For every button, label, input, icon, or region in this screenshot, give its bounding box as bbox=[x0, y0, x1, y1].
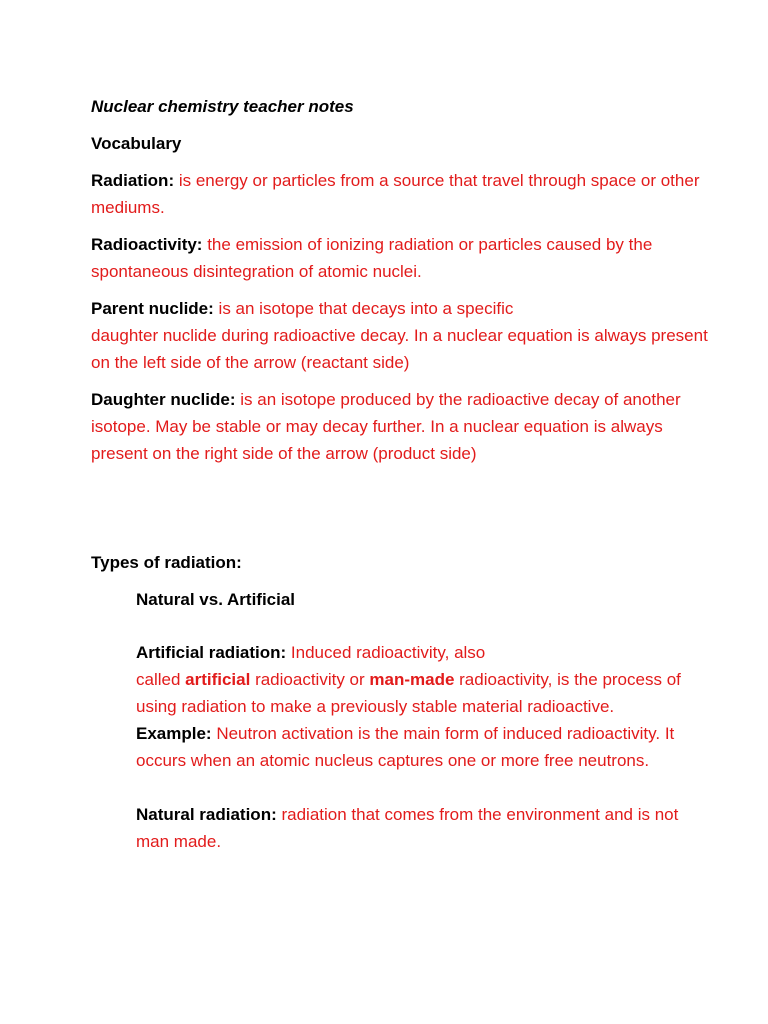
vocab-term: Radiation: bbox=[91, 171, 175, 190]
vocab-definition-continued: daughter nuclide during radioactive decay. In a nuclear equation is always present on the left side of the arrow (reactant side) bbox=[91, 326, 708, 372]
vocab-definition: is an isotope that decays into a specific bbox=[213, 299, 514, 318]
artificial-def: radioactivity or bbox=[250, 670, 370, 689]
example-term: Example: bbox=[136, 724, 212, 743]
document-title: Nuclear chemistry teacher notes bbox=[91, 97, 354, 116]
man-made-bold-term: man-made bbox=[369, 670, 455, 689]
example-entry bbox=[136, 720, 708, 774]
artificial-term: Artificial radiation: bbox=[136, 643, 287, 662]
vocab-definition: is energy or particles from a source that travel through space or other mediums. bbox=[91, 171, 700, 217]
vocab-term: Parent nuclide: bbox=[91, 299, 214, 318]
vocab-definition: the emission of ionizing radiation or particles caused by the spontaneous disintegration of atomic nuclei. bbox=[91, 235, 653, 281]
natural-text: radiation that comes from the environment and is not man made. bbox=[136, 805, 679, 851]
artificial-radiation-entry bbox=[136, 639, 708, 720]
natural-vs-artificial-heading: Natural vs. Artificial bbox=[136, 590, 296, 609]
artificial-bold-term: artificial bbox=[185, 670, 251, 689]
artificial-def: called bbox=[136, 670, 186, 689]
natural-radiation-entry bbox=[136, 801, 708, 855]
vocab-term: Daughter nuclide: bbox=[91, 390, 236, 409]
artificial-def: radioactivity, is the process of using radiation to make a previously stable material radioactive. bbox=[136, 670, 681, 716]
vocab-term: Radioactivity: bbox=[91, 235, 203, 254]
vocabulary-heading: Vocabulary bbox=[91, 134, 182, 153]
vocab-entry-radiation bbox=[91, 167, 708, 221]
spacer bbox=[91, 477, 708, 549]
types-section bbox=[91, 586, 708, 855]
natural-term: Natural radiation: bbox=[136, 805, 277, 824]
example-text: Neutron activation is the main form of induced radioactivity. It occurs when an atomic nucleus captures one or more free neutrons. bbox=[136, 724, 675, 770]
vocab-entry-daughter-nuclide bbox=[91, 386, 708, 467]
vocab-entry-parent-nuclide bbox=[91, 295, 708, 376]
types-heading: Types of radiation: bbox=[91, 553, 242, 572]
vocab-entry-radioactivity bbox=[91, 231, 708, 285]
spacer bbox=[136, 774, 708, 801]
vocab-definition: is an isotope produced by the radioactive decay of another isotope. May be stable or may decay further. In a nuclear equation is always present on the right side of the arrow (product side) bbox=[91, 390, 681, 463]
artificial-def: Induced radioactivity, also bbox=[286, 643, 486, 662]
